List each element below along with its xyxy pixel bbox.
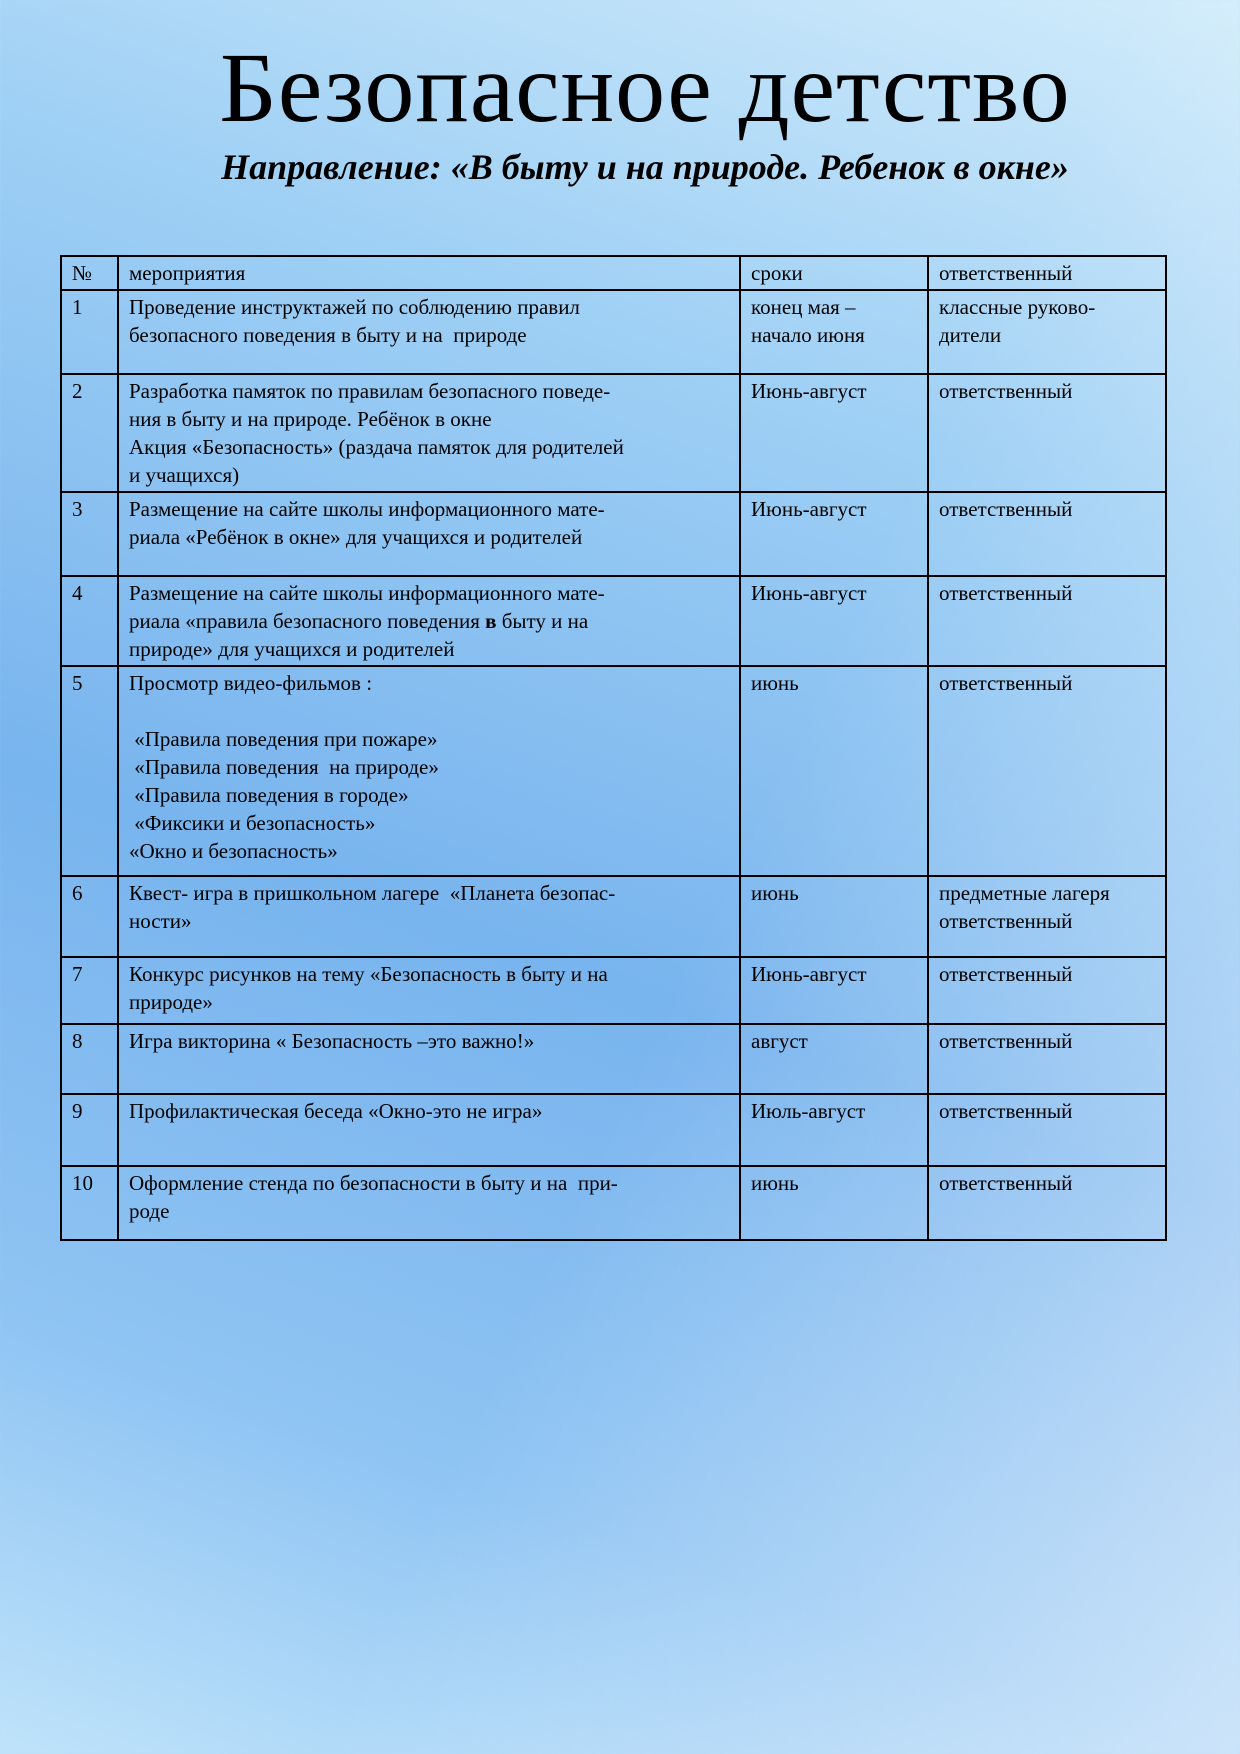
row-activity bbox=[118, 876, 740, 957]
dates-line: Июнь-август bbox=[751, 581, 867, 605]
responsible-line: ответственный bbox=[939, 1171, 1073, 1195]
table-row bbox=[61, 492, 1166, 576]
activity-line: безопасного поведения в быту и на природе bbox=[129, 323, 527, 347]
dates-line: июнь bbox=[751, 881, 799, 905]
table-row bbox=[61, 576, 1166, 666]
responsible-line: ответственный bbox=[939, 1099, 1073, 1123]
table-row bbox=[61, 290, 1166, 374]
responsible-line: ответственный bbox=[939, 909, 1073, 933]
row-dates bbox=[740, 876, 928, 957]
activity-line bbox=[129, 697, 729, 725]
activity-line: «Фиксики и безопасность» bbox=[129, 811, 376, 835]
responsible-line: ответственный bbox=[939, 497, 1073, 521]
activity-line: роде bbox=[129, 1199, 170, 1223]
activity-line: Акция «Безопасность» (раздача памяток для родителей bbox=[129, 435, 624, 459]
activity-line: «Правила поведения на природе» bbox=[129, 755, 439, 779]
responsible-line: ответственный bbox=[939, 962, 1073, 986]
activity-line: Профилактическая беседа «Окно-это не игра» bbox=[129, 1099, 543, 1123]
row-activity bbox=[118, 290, 740, 374]
table-row bbox=[61, 666, 1166, 876]
row-responsible bbox=[928, 957, 1166, 1024]
row-number: 4 bbox=[61, 576, 118, 666]
dates-line: Июнь-август bbox=[751, 497, 867, 521]
row-number: 9 bbox=[61, 1094, 118, 1166]
row-dates bbox=[740, 666, 928, 876]
row-activity bbox=[118, 1166, 740, 1240]
activity-line: риала «Ребёнок в окне» для учащихся и родителей bbox=[129, 525, 583, 549]
row-responsible bbox=[928, 1094, 1166, 1166]
responsible-line: предметные лагеря bbox=[939, 881, 1110, 905]
activity-line: риала «правила безопасного поведения в быту и на bbox=[129, 609, 589, 633]
row-activity bbox=[118, 1094, 740, 1166]
row-dates bbox=[740, 1024, 928, 1094]
row-responsible bbox=[928, 374, 1166, 492]
row-number: 2 bbox=[61, 374, 118, 492]
activity-line: природе» bbox=[129, 990, 213, 1014]
activity-line: Размещение на сайте школы информационного мате- bbox=[129, 497, 605, 521]
table-row bbox=[61, 1024, 1166, 1094]
header-responsible: ответственный bbox=[928, 256, 1166, 290]
activity-line: Оформление стенда по безопасности в быту и на при- bbox=[129, 1171, 618, 1195]
dates-line: Июнь-август bbox=[751, 962, 867, 986]
row-number: 5 bbox=[61, 666, 118, 876]
row-number: 7 bbox=[61, 957, 118, 1024]
activity-line: «Окно и безопасность» bbox=[129, 839, 338, 863]
row-activity bbox=[118, 374, 740, 492]
activity-line: «Правила поведения при пожаре» bbox=[129, 727, 438, 751]
row-responsible bbox=[928, 290, 1166, 374]
row-responsible bbox=[928, 1024, 1166, 1094]
row-dates bbox=[740, 1166, 928, 1240]
page-title: Безопасное детство bbox=[219, 32, 1071, 143]
activity-line: Разработка памяток по правилам безопасного поведе- bbox=[129, 379, 611, 403]
row-responsible bbox=[928, 492, 1166, 576]
row-responsible bbox=[928, 576, 1166, 666]
activity-line: природе» для учащихся и родителей bbox=[129, 637, 455, 661]
dates-line: Июль-август bbox=[751, 1099, 866, 1123]
row-dates bbox=[740, 492, 928, 576]
activity-line: Просмотр видео-фильмов : bbox=[129, 671, 373, 695]
header-dates: сроки bbox=[740, 256, 928, 290]
row-dates bbox=[740, 290, 928, 374]
row-dates bbox=[740, 374, 928, 492]
activity-line: ности» bbox=[129, 909, 192, 933]
responsible-line: ответственный bbox=[939, 671, 1073, 695]
activity-line: Конкурс рисунков на тему «Безопасность в быту и на bbox=[129, 962, 608, 986]
activity-line: «Правила поведения в городе» bbox=[129, 783, 409, 807]
header-activity: мероприятия bbox=[118, 256, 740, 290]
row-number: 3 bbox=[61, 492, 118, 576]
activity-line: ния в быту и на природе. Ребёнок в окне bbox=[129, 407, 492, 431]
dates-line: июнь bbox=[751, 671, 799, 695]
table-header-row bbox=[61, 256, 1166, 290]
responsible-line: ответственный bbox=[939, 1029, 1073, 1053]
responsible-line: классные руково- bbox=[939, 295, 1096, 319]
page-subtitle: Направление: «В быту и на природе. Ребенок в окне» bbox=[221, 147, 1069, 187]
responsible-line: ответственный bbox=[939, 581, 1073, 605]
activities-table bbox=[60, 255, 1167, 1241]
header-num: № bbox=[61, 256, 118, 290]
row-number: 8 bbox=[61, 1024, 118, 1094]
row-activity bbox=[118, 957, 740, 1024]
dates-line: июнь bbox=[751, 1171, 799, 1195]
dates-line: август bbox=[751, 1029, 808, 1053]
row-number: 6 bbox=[61, 876, 118, 957]
row-dates bbox=[740, 1094, 928, 1166]
responsible-line: ответственный bbox=[939, 379, 1073, 403]
activity-line: Размещение на сайте школы информационного мате- bbox=[129, 581, 605, 605]
row-responsible bbox=[928, 876, 1166, 957]
table-row bbox=[61, 957, 1166, 1024]
row-number: 10 bbox=[61, 1166, 118, 1240]
table-row bbox=[61, 374, 1166, 492]
row-activity bbox=[118, 666, 740, 876]
activity-line: Квест- игра в пришкольном лагере «Планета безопас- bbox=[129, 881, 616, 905]
row-activity bbox=[118, 576, 740, 666]
dates-line: конец мая – bbox=[751, 295, 856, 319]
responsible-line: дители bbox=[939, 323, 1002, 347]
row-responsible bbox=[928, 666, 1166, 876]
row-activity bbox=[118, 492, 740, 576]
row-number: 1 bbox=[61, 290, 118, 374]
activity-line: Проведение инструктажей по соблюдению правил bbox=[129, 295, 580, 319]
table-row bbox=[61, 1166, 1166, 1240]
row-activity bbox=[118, 1024, 740, 1094]
table-row bbox=[61, 876, 1166, 957]
row-responsible bbox=[928, 1166, 1166, 1240]
dates-line: Июнь-август bbox=[751, 379, 867, 403]
dates-line: начало июня bbox=[751, 323, 865, 347]
row-dates bbox=[740, 576, 928, 666]
activity-line: и учащихся) bbox=[129, 463, 240, 487]
table-row bbox=[61, 1094, 1166, 1166]
activity-line: Игра викторина « Безопасность –это важно!» bbox=[129, 1029, 535, 1053]
row-dates bbox=[740, 957, 928, 1024]
